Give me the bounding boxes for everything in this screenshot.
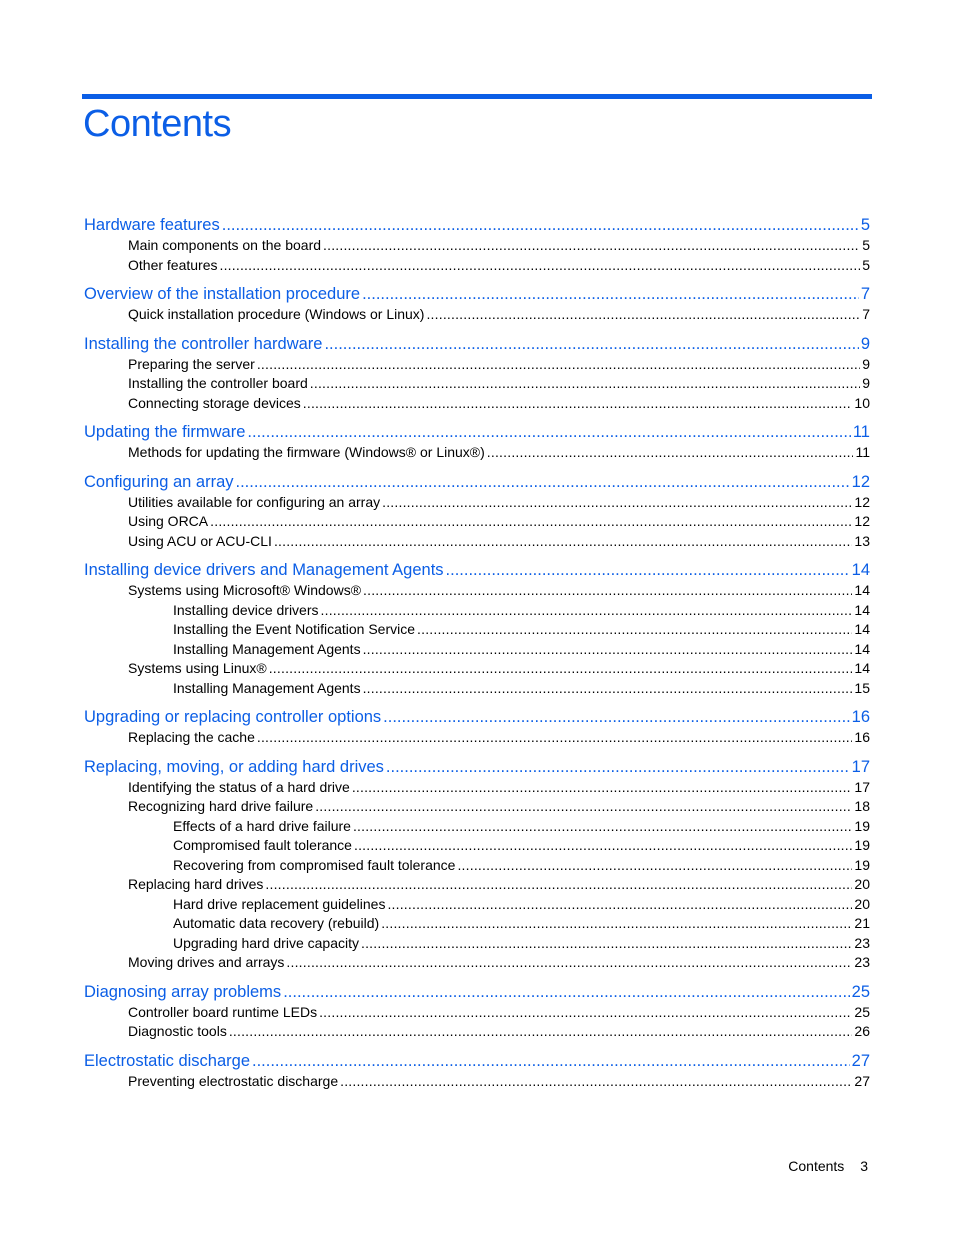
toc-entry-label: Automatic data recovery (rebuild) xyxy=(173,915,380,931)
toc-dot-leader xyxy=(274,532,852,552)
toc-dot-leader xyxy=(363,640,853,660)
toc-entry-label: Overview of the installation procedure xyxy=(84,285,361,303)
toc-entry-label: Diagnostic tools xyxy=(128,1023,227,1039)
toc-entry-page-number: 26 xyxy=(854,1023,870,1039)
toc-entry-page-number: 19 xyxy=(854,856,870,873)
toc-entry-label: Connecting storage devices xyxy=(128,394,301,411)
toc-section-link[interactable] xyxy=(84,640,870,660)
toc-entry-page-number: 17 xyxy=(854,778,870,795)
toc-dot-leader xyxy=(386,757,850,778)
toc-dot-leader xyxy=(222,215,859,236)
toc-entry-label: Effects of a hard drive failure xyxy=(173,817,351,834)
toc-entry-page-number: 5 xyxy=(862,237,870,253)
toc-entry-page-number: 23 xyxy=(854,934,870,951)
toc-entry-page-number: 19 xyxy=(854,817,870,834)
toc-entry-page-number: 7 xyxy=(860,285,870,303)
toc-entry-page-number: 18 xyxy=(854,798,870,814)
toc-chapter-link[interactable] xyxy=(84,284,870,305)
toc-entry-page-number: 5 xyxy=(860,216,870,234)
toc-dot-leader xyxy=(363,581,852,601)
toc-entry-page-number: 12 xyxy=(851,472,870,491)
toc-dot-leader xyxy=(457,856,852,876)
toc-entry-page-number: 23 xyxy=(854,954,870,970)
toc-dot-leader xyxy=(247,422,850,443)
toc-entry-label: Using ACU or ACU-CLI xyxy=(128,532,272,549)
toc-entry-label: Upgrading or replacing controller options xyxy=(84,708,382,726)
toc-entry-label: Configuring an array xyxy=(84,472,234,491)
toc-entry-page-number: 13 xyxy=(854,532,870,549)
toc-entry-label: Installing device drivers xyxy=(173,601,319,618)
table-of-contents xyxy=(84,215,870,1091)
toc-dot-leader xyxy=(362,284,859,305)
toc-entry-page-number: 12 xyxy=(854,493,870,510)
toc-section-link[interactable] xyxy=(84,512,870,532)
toc-entry-page-number: 10 xyxy=(854,394,870,411)
toc-section-link[interactable] xyxy=(84,679,870,699)
toc-entry-page-number: 5 xyxy=(862,256,870,273)
toc-section-link[interactable] xyxy=(84,1003,870,1023)
toc-section-link[interactable] xyxy=(84,1022,870,1042)
toc-dot-leader xyxy=(417,620,852,640)
toc-section-link[interactable] xyxy=(84,836,870,856)
toc-entry-label: Installing the controller board xyxy=(128,375,308,391)
toc-section-link[interactable] xyxy=(84,620,870,640)
toc-entry-label: Installing the Event Notification Service xyxy=(173,621,416,637)
toc-chapter-link[interactable] xyxy=(84,982,870,1003)
toc-entry-label: Methods for updating the firmware (Windows® or Linux®) xyxy=(128,444,485,460)
toc-section-link[interactable] xyxy=(84,914,870,934)
toc-section-link[interactable] xyxy=(84,601,870,621)
page-footer xyxy=(788,1158,868,1174)
toc-dot-leader xyxy=(387,895,852,915)
toc-section-link[interactable] xyxy=(84,953,870,973)
toc-entry-page-number: 16 xyxy=(851,708,870,726)
toc-chapter-link[interactable] xyxy=(84,1051,870,1072)
toc-section-link[interactable] xyxy=(84,797,870,817)
toc-dot-leader xyxy=(382,493,852,513)
toc-dot-leader xyxy=(487,443,854,463)
toc-chapter-link[interactable] xyxy=(84,422,870,443)
title-rule xyxy=(82,94,872,99)
toc-entry-page-number: 14 xyxy=(854,660,870,676)
toc-entry-page-number: 25 xyxy=(854,1003,870,1020)
toc-dot-leader xyxy=(315,797,852,817)
toc-entry-label: Upgrading hard drive capacity xyxy=(173,934,359,951)
toc-entry-page-number: 17 xyxy=(851,757,870,776)
toc-entry-page-number: 20 xyxy=(854,876,870,892)
toc-entry-label: Preventing electrostatic discharge xyxy=(128,1072,339,1089)
toc-entry-label: Using ORCA xyxy=(128,513,209,529)
toc-dot-leader xyxy=(252,1051,850,1072)
toc-section-link[interactable] xyxy=(84,934,870,954)
toc-entry-label: Hardware features xyxy=(84,216,220,234)
toc-chapter-link[interactable] xyxy=(84,707,870,728)
toc-chapter-link[interactable] xyxy=(84,472,870,493)
toc-entry-page-number: 14 xyxy=(854,601,870,618)
toc-entry-label: Recovering from compromised fault tolerance xyxy=(173,856,456,873)
toc-entry-label: Installing Management Agents xyxy=(173,640,361,657)
toc-dot-leader xyxy=(220,256,861,276)
toc-section-link[interactable] xyxy=(84,443,870,463)
toc-dot-leader xyxy=(340,1072,852,1092)
toc-entry-label: Utilities available for configuring an array xyxy=(128,493,381,510)
toc-entry-page-number: 21 xyxy=(854,915,870,931)
toc-section-link[interactable] xyxy=(84,856,870,876)
toc-section-link[interactable] xyxy=(84,355,870,375)
toc-section-link[interactable] xyxy=(84,778,870,798)
toc-dot-leader xyxy=(354,836,852,856)
toc-entry-label: Systems using Microsoft® Windows® xyxy=(128,582,362,598)
toc-section-link[interactable] xyxy=(84,728,870,748)
toc-dot-leader xyxy=(446,560,850,581)
toc-section-link[interactable] xyxy=(84,374,870,394)
footer-page-number: 3 xyxy=(860,1158,868,1174)
toc-dot-leader xyxy=(286,953,852,973)
toc-entry-page-number: 19 xyxy=(854,837,870,853)
toc-chapter-link[interactable] xyxy=(84,215,870,236)
toc-dot-leader xyxy=(426,305,860,325)
toc-entry-label: Diagnosing array problems xyxy=(84,982,282,1001)
toc-dot-leader xyxy=(283,982,849,1003)
toc-entry-page-number: 9 xyxy=(862,375,870,391)
toc-chapter-link[interactable] xyxy=(84,560,870,581)
toc-entry-label: Installing the controller hardware xyxy=(84,334,323,353)
toc-section-link[interactable] xyxy=(84,895,870,915)
toc-dot-leader xyxy=(324,334,858,355)
toc-entry-page-number: 14 xyxy=(851,561,870,579)
toc-dot-leader xyxy=(383,707,849,728)
toc-dot-leader xyxy=(353,817,852,837)
toc-dot-leader xyxy=(265,875,852,895)
toc-section-link[interactable] xyxy=(84,236,870,256)
toc-entry-page-number: 14 xyxy=(854,640,870,657)
toc-section-link[interactable] xyxy=(84,493,870,513)
page-title: Contents xyxy=(83,103,232,145)
toc-dot-leader xyxy=(363,679,853,699)
toc-entry-label: Identifying the status of a hard drive xyxy=(128,778,350,795)
toc-entry-label: Systems using Linux® xyxy=(128,660,267,676)
toc-entry-label: Quick installation procedure (Windows or Linux) xyxy=(128,306,425,322)
toc-entry-page-number: 27 xyxy=(851,1051,870,1070)
toc-section-link[interactable] xyxy=(84,659,870,679)
toc-entry-label: Other features xyxy=(128,256,218,273)
toc-entry-label: Main components on the board xyxy=(128,237,322,253)
toc-section-link[interactable] xyxy=(84,817,870,837)
toc-section-link[interactable] xyxy=(84,1072,870,1092)
toc-entry-page-number: 20 xyxy=(854,895,870,912)
toc-dot-leader xyxy=(236,472,850,493)
toc-dot-leader xyxy=(323,236,860,256)
toc-section-link[interactable] xyxy=(84,581,870,601)
toc-dot-leader xyxy=(210,512,852,532)
toc-entry-label: Updating the firmware xyxy=(84,423,246,441)
toc-entry-label: Preparing the server xyxy=(128,355,255,372)
toc-chapter-link[interactable] xyxy=(84,757,870,778)
toc-dot-leader xyxy=(361,934,852,954)
toc-dot-leader xyxy=(381,914,852,934)
toc-dot-leader xyxy=(257,355,860,375)
toc-section-link[interactable] xyxy=(84,394,870,414)
toc-entry-label: Replacing hard drives xyxy=(128,876,264,892)
toc-dot-leader xyxy=(319,1003,852,1023)
toc-entry-label: Compromised fault tolerance xyxy=(173,837,352,853)
toc-entry-label: Installing device drivers and Management Agents xyxy=(84,561,444,579)
toc-entry-page-number: 15 xyxy=(854,679,870,696)
toc-entry-label: Replacing, moving, or adding hard drives xyxy=(84,757,384,776)
toc-entry-page-number: 27 xyxy=(854,1072,870,1089)
toc-entry-page-number: 14 xyxy=(854,621,870,637)
toc-dot-leader xyxy=(229,1022,853,1042)
toc-entry-page-number: 11 xyxy=(855,444,870,460)
toc-entry-page-number: 9 xyxy=(862,355,870,372)
toc-dot-leader xyxy=(310,374,860,394)
toc-section-link[interactable] xyxy=(84,305,870,325)
toc-entry-label: Recognizing hard drive failure xyxy=(128,798,314,814)
toc-dot-leader xyxy=(352,778,853,798)
toc-entry-page-number: 7 xyxy=(862,306,870,322)
toc-entry-page-number: 14 xyxy=(854,582,870,598)
toc-dot-leader xyxy=(269,659,853,679)
toc-entry-page-number: 9 xyxy=(860,334,870,353)
toc-entry-label: Electrostatic discharge xyxy=(84,1051,250,1070)
toc-entry-page-number: 25 xyxy=(851,982,870,1001)
toc-chapter-link[interactable] xyxy=(84,334,870,355)
toc-entry-page-number: 12 xyxy=(854,513,870,529)
toc-entry-label: Controller board runtime LEDs xyxy=(128,1003,318,1020)
footer-section-label: Contents xyxy=(788,1158,845,1174)
toc-entry-label: Moving drives and arrays xyxy=(128,954,285,970)
toc-entry-label: Installing Management Agents xyxy=(173,679,361,696)
toc-section-link[interactable] xyxy=(84,532,870,552)
toc-entry-label: Replacing the cache xyxy=(128,729,255,745)
toc-section-link[interactable] xyxy=(84,256,870,276)
toc-entry-label: Hard drive replacement guidelines xyxy=(173,895,386,912)
toc-entry-page-number: 16 xyxy=(854,729,870,745)
toc-dot-leader xyxy=(257,728,853,748)
toc-dot-leader xyxy=(321,601,853,621)
toc-entry-page-number: 11 xyxy=(852,423,870,441)
toc-section-link[interactable] xyxy=(84,875,870,895)
toc-dot-leader xyxy=(303,394,853,414)
